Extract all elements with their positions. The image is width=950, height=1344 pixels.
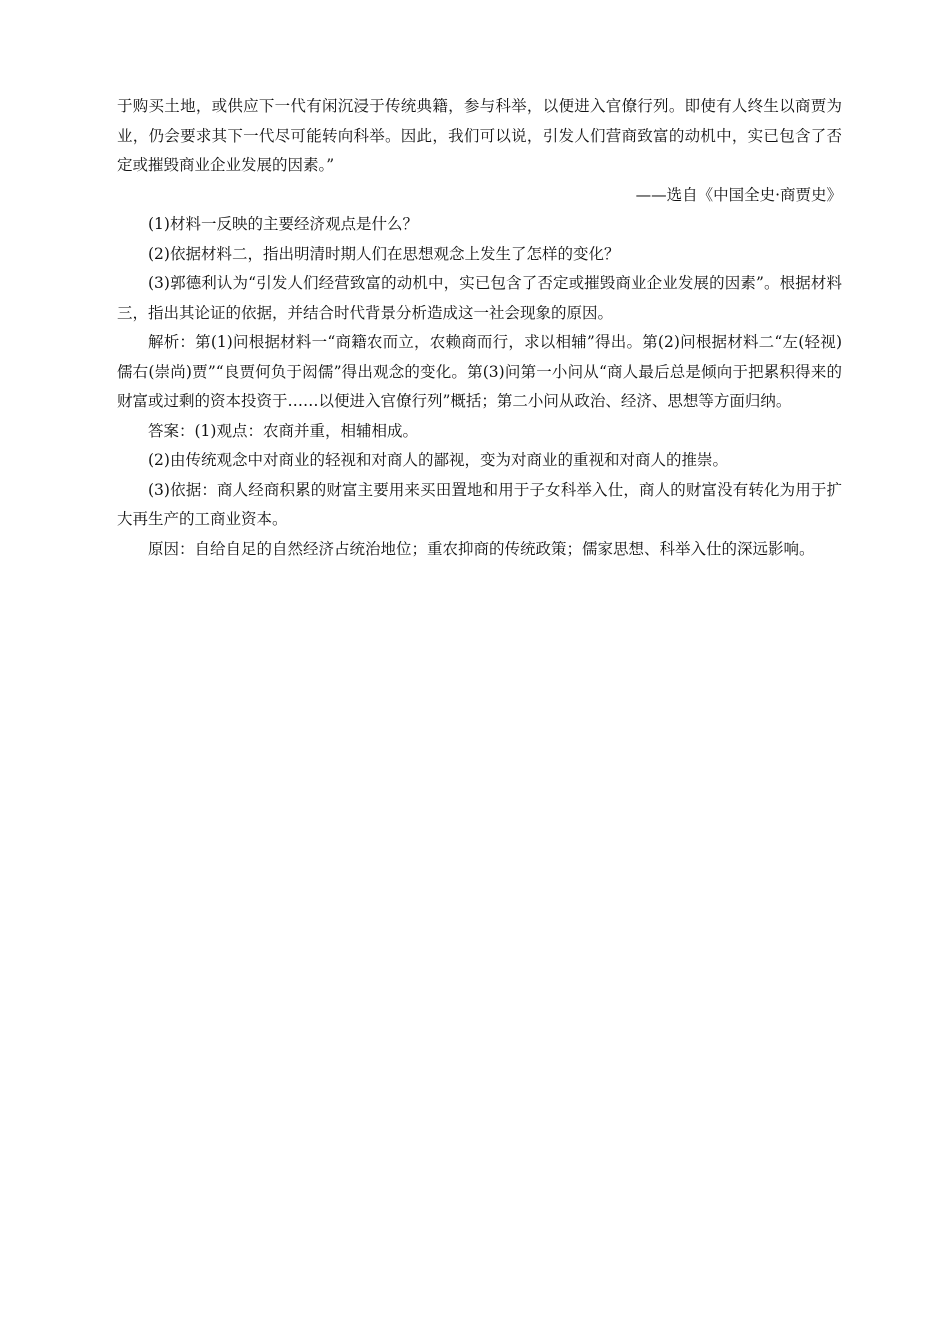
answer-reasons: 原因：自给自足的自然经济占统治地位；重农抑商的传统政策；儒家思想、科举入仕的深远影响。 (148, 539, 815, 558)
analysis-paragraph: 解析：第(1)问根据材料一“商籍农而立，农赖商而行，求以相辅”得出。第(2)问根据材料二“左(轻视)儒右(崇尚)贾”“良贾何负于闳儒”得出观念的变化。第(3)问第一小问从“商人最后总是倾向于把累积得来的财富或过剩的资本投资于……以便进入官僚行列”概括；第二小问从政治、经济、思想等方面归纳。 (117, 333, 842, 410)
question-2: (2)依据材料二，指出明清时期人们在思想观念上发生了怎样的变化？ (148, 244, 620, 263)
answer-1: 答案：(1)观点：农商并重，相辅相成。 (148, 421, 418, 440)
material-three-text: 于购买土地，或供应下一代有闲沉浸于传统典籍，参与科举，以便进入官僚行列。即使有人终生以商贾为业，仍会要求其下一代尽可能转向科举。因此，我们可以说，引发人们营商致富的动机中，实已包含了否定或摧毁商业企业发展的因素。” (117, 97, 842, 174)
document-page (117, 92, 842, 564)
material-three-source: ——选自《中国全史·商贾史》 (635, 185, 842, 204)
question-3: (3)郭德利认为“引发人们经营致富的动机中，实已包含了否定或摧毁商业企业发展的因素”。根据材料三，指出其论证的依据，并结合时代背景分析造成这一社会现象的原因。 (117, 274, 842, 322)
answer-2: (2)由传统观念中对商业的轻视和对商人的鄙视，变为对商业的重视和对商人的推崇。 (148, 451, 728, 469)
answer-3: (3)依据：商人经商积累的财富主要用来买田置地和用于子女科举入仕，商人的财富没有转化为用于扩大再生产的工商业资本。 (117, 480, 842, 528)
question-1: (1)材料一反映的主要经济观点是什么？ (148, 215, 418, 233)
